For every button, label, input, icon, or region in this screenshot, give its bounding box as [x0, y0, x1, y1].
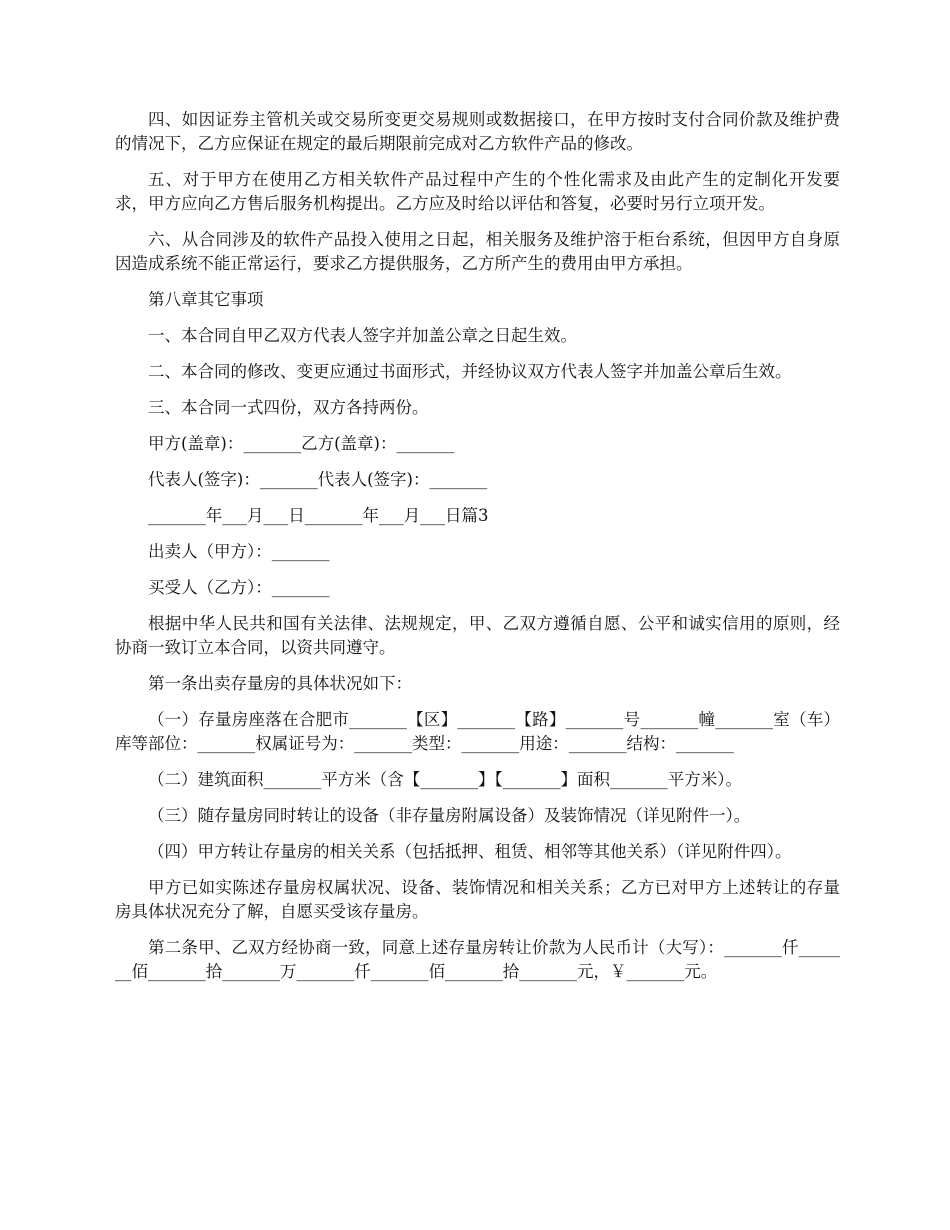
paragraph: 六、从合同涉及的软件产品投入使用之日起，相关服务及维护溶于柜台系统，但因甲方自身原因造成系统不能正常运行，要求乙方提供服务，乙方所产生的费用由甲方承担。	[115, 230, 840, 273]
paragraph: 第二条甲、乙双方经协商一致，同意上述存量房转让价款为人民币计（大写）：_______仟_______佰_______拾_______万_______仟_______佰_______拾_______元，￥_______元。	[115, 938, 840, 981]
paragraph: 根据中华人民共和国有关法律、法规规定，甲、乙双方遵循自愿、公平和诚实信用的原则，经协商一致订立本合同，以资共同遵守。	[115, 614, 840, 657]
article-heading: 第一条出卖存量房的具体状况如下：	[148, 674, 412, 693]
signature-line-representative: 代表人(签字)：_______代表人(签字)：_______	[148, 470, 488, 489]
paragraph: （四）甲方转让存量房的相关关系（包括抵押、租赁、相邻等其他关系）（详见附件四）。	[148, 842, 792, 861]
signature-line-seal: 甲方(盖章)：_______乙方(盖章)：_______	[148, 434, 455, 453]
document-page	[115, 108, 840, 996]
paragraph: 一、本合同自甲乙双方代表人签字并加盖公章之日起生效。	[148, 326, 577, 345]
date-line: _______年___月___日_______年___月___日篇3	[148, 506, 489, 525]
buyer-line: 买受人（乙方）：_______	[148, 578, 330, 597]
seller-line: 出卖人（甲方）：_______	[148, 542, 330, 561]
paragraph: （一）存量房座落在合肥市_______【区】_______【路】_______号_______幢_______室（车）库等部位：_______权属证号为：_______类型：_______用途：_______结构：_______	[115, 710, 840, 753]
paragraph: 五、对于甲方在使用乙方相关软件产品过程中产生的个性化需求及由此产生的定制化开发要求，甲方应向乙方售后服务机构提出。乙方应及时给以评估和答复，必要时另行立项开发。	[115, 170, 840, 213]
paragraph: 四、如因证券主管机关或交易所变更交易规则或数据接口，在甲方按时支付合同价款及维护费的情况下，乙方应保证在规定的最后期限前完成对乙方软件产品的修改。	[115, 110, 840, 153]
paragraph: （二）建筑面积_______平方米（含【_______】【_______】面积_______平方米）。	[148, 770, 742, 789]
paragraph: 二、本合同的修改、变更应通过书面形式，并经协议双方代表人签字并加盖公章后生效。	[148, 362, 792, 381]
paragraph: 甲方已如实陈述存量房权属状况、设备、装饰情况和相关关系；乙方已对甲方上述转让的存量房具体状况充分了解，自愿买受该存量房。	[115, 878, 840, 921]
paragraph: 三、本合同一式四份，双方各持两份。	[148, 398, 429, 417]
paragraph: （三）随存量房同时转让的设备（非存量房附属设备）及装饰情况（详见附件一）。	[148, 806, 751, 825]
section-heading: 第八章其它事项	[148, 290, 264, 309]
